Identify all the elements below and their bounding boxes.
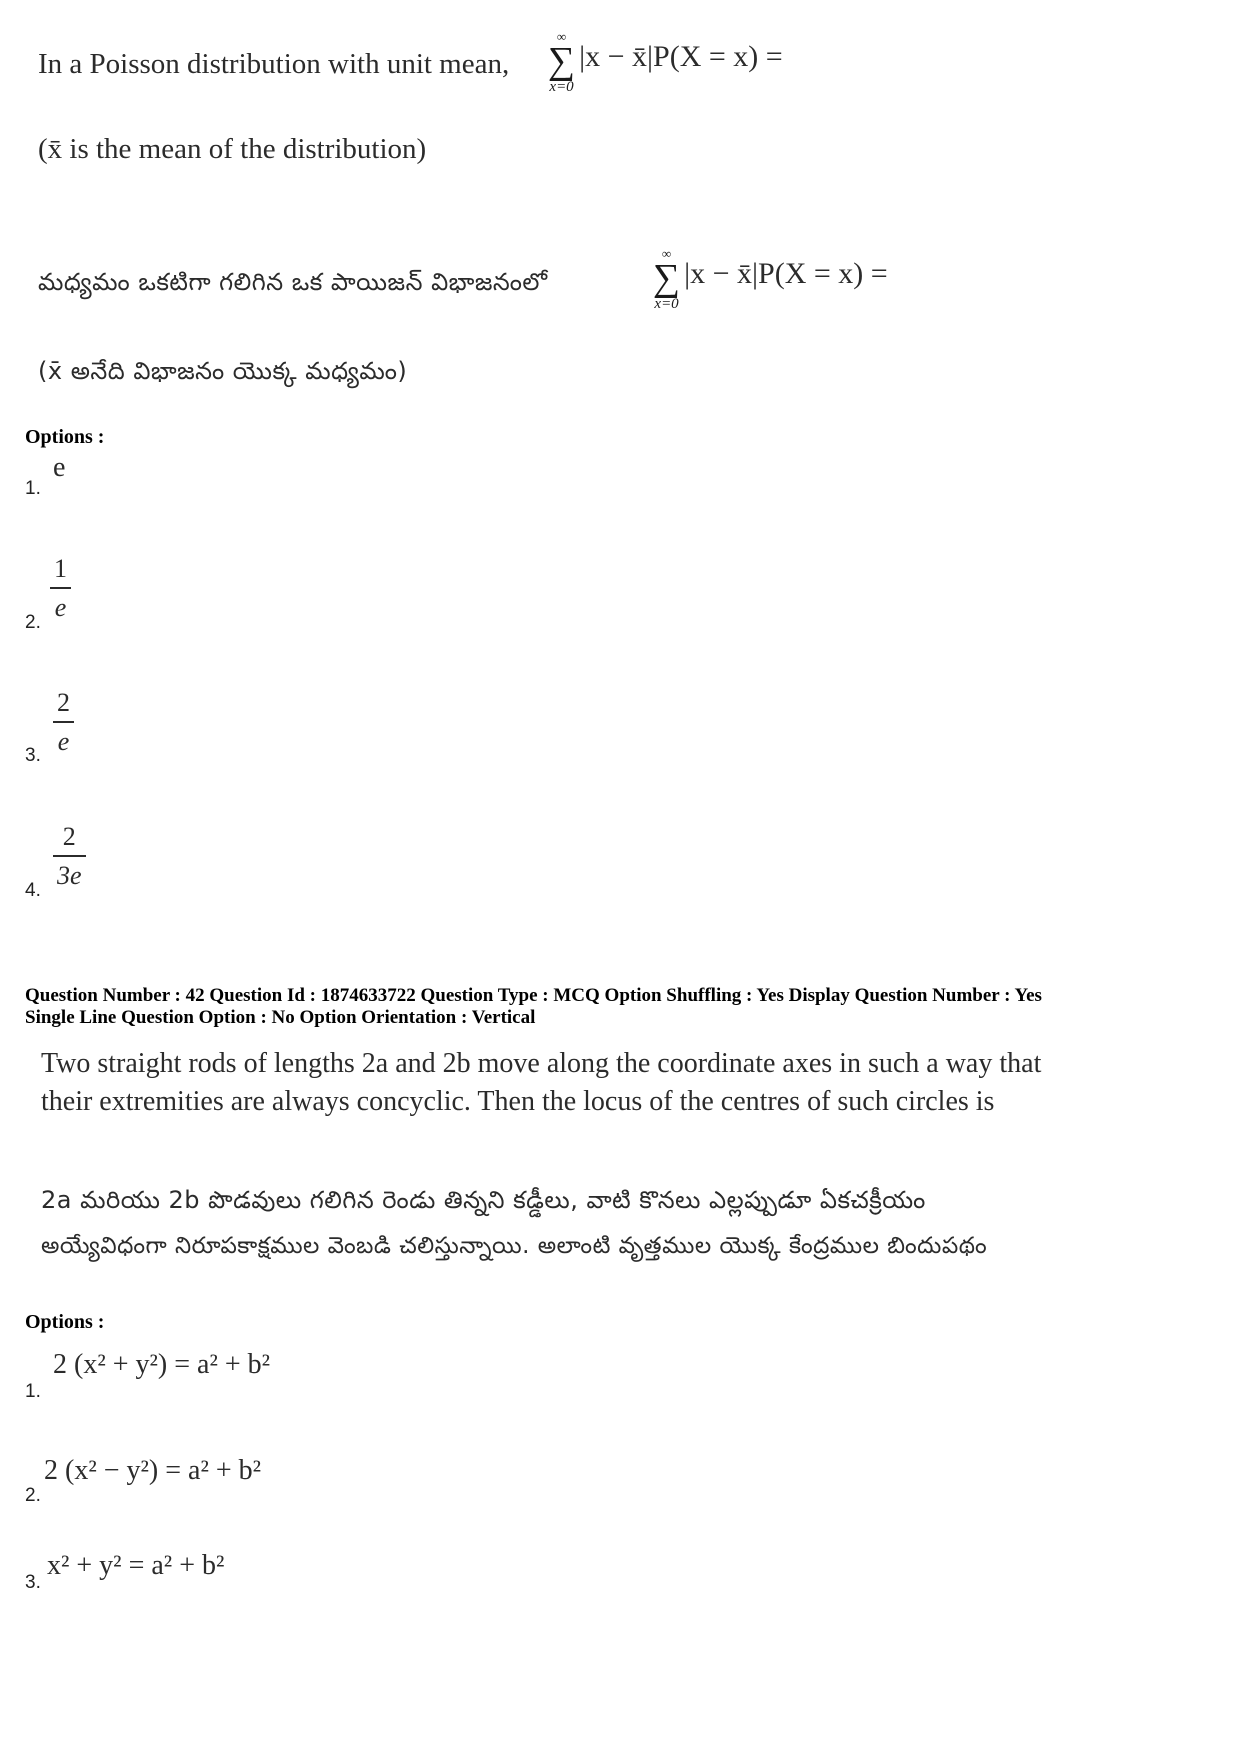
option-3-value[interactable] [53,688,74,757]
question-text-telugu-line1: 2a మరియు 2b పొడవులు గలిగిన రెండు తిన్నని కడ్డీలు, వాటి కొనలు ఎల్లప్పుడూ ఏకచక్రీయం [41,1186,926,1214]
question-note-telugu: (x̄ అనేది విభాజనం యొక్క మధ్యమం) [38,357,408,385]
option-number: 2. [25,1485,41,1506]
options-label: Options : [25,426,105,448]
option-4-value[interactable] [53,822,86,891]
question-text-english-line1: Two straight rods of lengths 2a and 2b move along the coordinate axes in such a way that [41,1048,1042,1079]
question-text-english-line2: their extremities are always concyclic. Then the locus of the centres of such circles is [41,1086,995,1117]
option-2-value[interactable] [50,554,71,623]
question-note-english: (x̄ is the mean of the distribution) [38,133,427,165]
question-meta-line1: Question Number : 42 Question Id : 1874633722 Question Type : MCQ Option Shuffling : Yes Display Question Number : Yes [25,985,1042,1006]
option-1-value[interactable]: e [53,452,66,483]
summation-term: |x − x̄|P(X = x) = [684,257,888,291]
option-number: 3. [25,745,41,766]
option-2-value[interactable]: 2 (x² − y²) = a² + b² [44,1455,262,1486]
fraction-denominator: 3e [57,861,82,890]
summation-expression-telugu [653,247,888,312]
fraction-numerator: 2 [62,822,76,851]
question-text-english: In a Poisson distribution with unit mean, [38,48,510,80]
summation-icon: ∞ ∑ x=0 [653,246,681,312]
fraction-denominator: e [57,727,70,756]
fraction-denominator: e [54,593,67,622]
question-text-telugu-line2: అయ్యేవిధంగా నిరూపకాక్షముల వెంబడి చలిస్తున్నాయి. అలాంటి వృత్తముల యొక్క కేంద్రముల బిందుపథం [41,1233,988,1259]
option-3-value[interactable]: x² + y² = a² + b² [47,1550,225,1581]
summation-icon: ∞ ∑ x=0 [548,29,576,95]
option-number: 1. [25,478,41,499]
option-number: 3. [25,1572,41,1593]
options-label: Options : [25,1311,105,1333]
summation-term: |x − x̄|P(X = x) = [579,40,783,74]
question-text-telugu: మధ్యమం ఒకటిగా గలిగిన ఒక పాయిజన్ విభాజనంలో [38,268,548,296]
option-number: 1. [25,1381,41,1402]
option-number: 4. [25,880,41,901]
summation-expression [548,30,783,95]
fraction-numerator: 1 [54,554,67,583]
option-1-value[interactable]: 2 (x² + y²) = a² + b² [53,1349,271,1380]
question-meta-line2: Single Line Question Option : No Option Orientation : Vertical [25,1007,536,1028]
fraction-numerator: 2 [57,688,70,717]
option-number: 2. [25,612,41,633]
